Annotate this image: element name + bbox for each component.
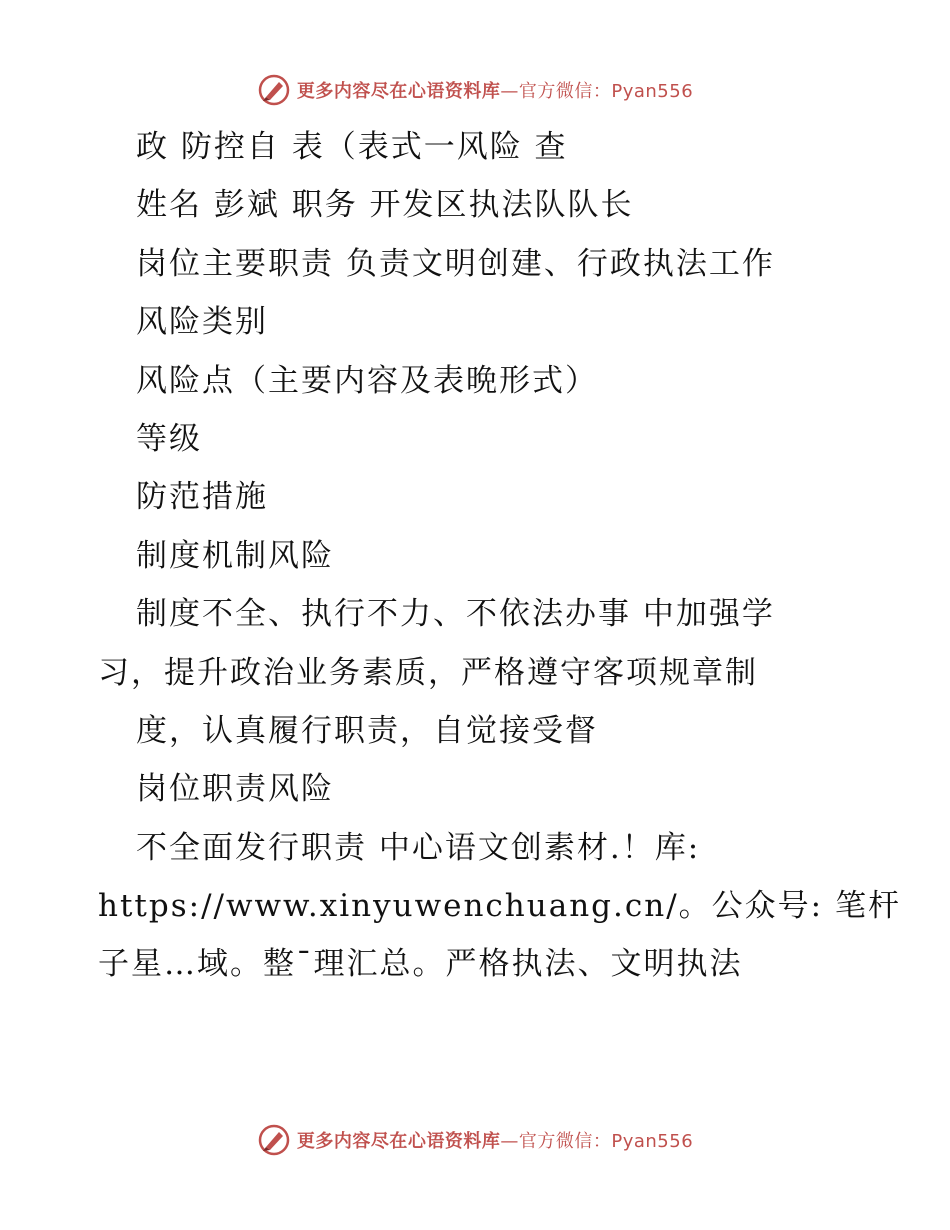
doc-line-paragraph-2c: 子星…域。整¯理汇总。严格执法、文明执法 (98, 946, 743, 983)
doc-line-level: 等级 (136, 420, 202, 457)
banner-text (297, 1127, 693, 1153)
doc-line-measures: 防范措施 (136, 479, 268, 516)
pen-logo-icon (257, 73, 291, 107)
footer-banner (0, 1120, 950, 1160)
doc-line-risk-point: 风险点（主要内容及表晩形式） (136, 362, 598, 399)
doc-line-paragraph-2a: 不全面发行职责 中心语文创素材.！库: (136, 829, 701, 866)
banner-text (297, 77, 693, 103)
banner-separator: — (500, 1131, 519, 1152)
doc-line-paragraph-2b: https://www.xinyuwenchuang.cn/。公众号: 笔杆 (98, 888, 901, 925)
doc-line-name: 姓名 彭斌 职务 开发区执法队队长 (136, 187, 634, 224)
banner-main-text: 更多内容尽在心语资料库 (296, 81, 501, 102)
footer-banner-inner (257, 1123, 693, 1157)
doc-line-paragraph-1a: 制度不全、执行不力、不依法办事 中加强学 (136, 596, 775, 633)
doc-line-system-risk: 制度机制风险 (136, 537, 334, 574)
banner-contact-text: 官方微信：Pyan556 (518, 1131, 694, 1152)
doc-line-risk-category: 风险类别 (136, 304, 268, 341)
banner-contact-text: 官方微信：Pyan556 (518, 81, 694, 102)
doc-line-paragraph-1b: 习，提升政治业务素质，严格遵守客项规章制 (98, 654, 758, 691)
doc-line-post-risk: 岗位职责风险 (136, 771, 334, 808)
banner-separator: — (500, 81, 519, 102)
doc-line-duty: 岗位主要职责 负责文明创建、行政执法工作 (136, 245, 775, 282)
pen-logo-icon (257, 1123, 291, 1157)
document-body (98, 118, 901, 994)
banner-main-text: 更多内容尽在心语资料库 (296, 1131, 501, 1152)
header-banner-inner (257, 73, 693, 107)
doc-line-title: 政 防控自 表（表式一风险 查 (136, 129, 568, 165)
header-banner (0, 70, 950, 110)
doc-line-paragraph-1c: 度，认真履行职责，自觉接受督 (136, 712, 598, 749)
